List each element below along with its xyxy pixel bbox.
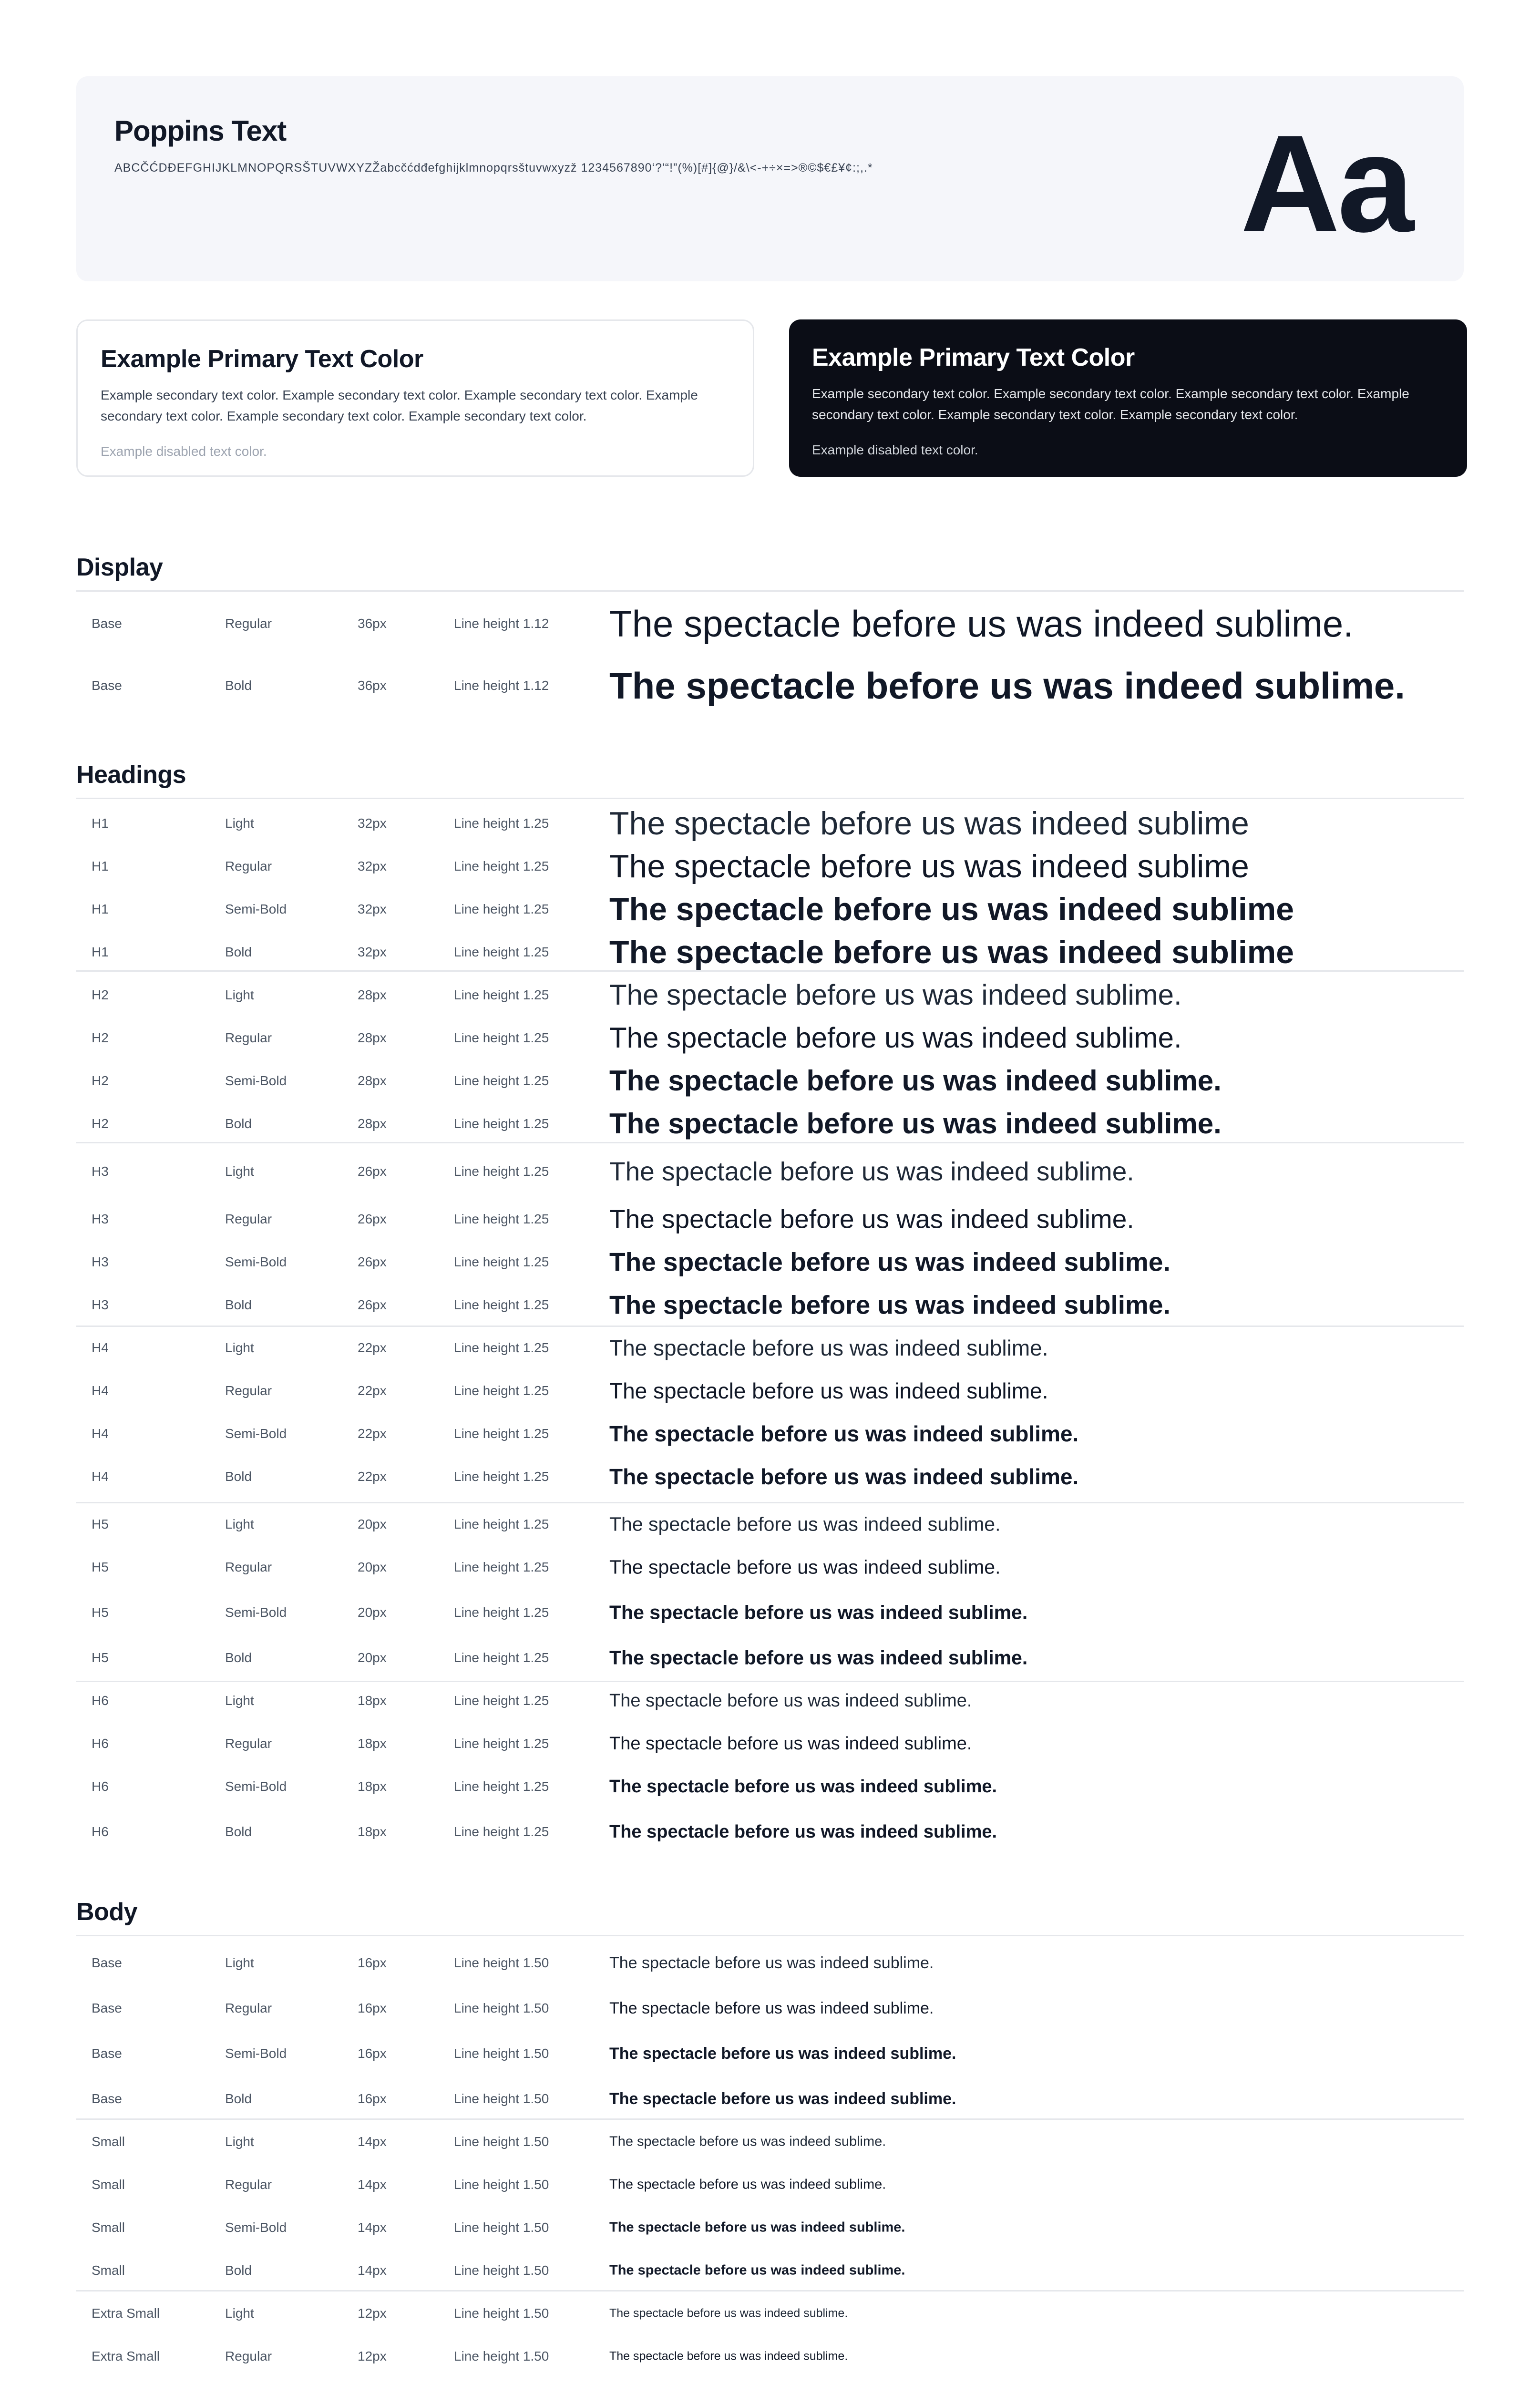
style-line-height: Line height 1.25 bbox=[454, 1779, 549, 1794]
style-weight: Light bbox=[225, 2306, 254, 2321]
style-name: H5 bbox=[92, 1560, 109, 1574]
style-weight: Bold bbox=[225, 678, 252, 693]
style-weight: Regular bbox=[225, 1736, 272, 1751]
style-name: Extra Small bbox=[92, 2306, 160, 2321]
disabled-text-example: Example disabled text color. bbox=[101, 444, 267, 459]
style-name: Small bbox=[92, 2220, 125, 2235]
section-title-body: Body bbox=[76, 1898, 137, 1926]
style-weight: Semi-Bold bbox=[225, 1254, 287, 1269]
style-weight: Regular bbox=[225, 2177, 272, 2192]
sample-glyphs: Aa bbox=[1240, 106, 1411, 261]
style-weight: Light bbox=[225, 1693, 254, 1708]
sample-text: The spectacle before us was indeed sublime. bbox=[609, 1336, 1048, 1360]
secondary-text-example: Example secondary text color. Example secondary text color. Example secondary text color. Example secondary text color. Example secondary text color. Example secondary text color. bbox=[812, 386, 1409, 422]
style-line-height: Line height 1.50 bbox=[454, 2220, 549, 2235]
style-size: 32px bbox=[358, 945, 387, 959]
sample-text: The spectacle before us was indeed sublime. bbox=[609, 603, 1354, 645]
sample-text: The spectacle before us was indeed sublime. bbox=[609, 1691, 972, 1711]
style-weight: Semi-Bold bbox=[225, 1426, 287, 1441]
style-line-height: Line height 1.25 bbox=[454, 945, 549, 959]
style-size: 26px bbox=[358, 1254, 387, 1269]
section-divider bbox=[76, 2118, 1464, 2120]
style-size: 14px bbox=[358, 2220, 387, 2235]
style-size: 22px bbox=[358, 1383, 387, 1398]
style-name: Small bbox=[92, 2263, 125, 2278]
style-name: H6 bbox=[92, 1693, 109, 1708]
style-name: H1 bbox=[92, 859, 109, 873]
dark-text-color-card bbox=[789, 319, 1467, 477]
style-line-height: Line height 1.25 bbox=[454, 1073, 549, 1088]
sample-text: The spectacle before us was indeed sublime. bbox=[609, 2134, 886, 2149]
style-line-height: Line height 1.12 bbox=[454, 678, 549, 693]
style-size: 20px bbox=[358, 1650, 387, 1665]
style-line-height: Line height 1.50 bbox=[454, 2001, 549, 2015]
style-line-height: Line height 1.25 bbox=[454, 902, 549, 916]
style-name: H3 bbox=[92, 1297, 109, 1312]
style-size: 36px bbox=[358, 678, 387, 693]
style-size: 14px bbox=[358, 2177, 387, 2192]
style-line-height: Line height 1.50 bbox=[454, 1955, 549, 1970]
style-weight: Bold bbox=[225, 945, 252, 959]
style-weight: Regular bbox=[225, 2001, 272, 2015]
style-size: 26px bbox=[358, 1164, 387, 1179]
style-size: 22px bbox=[358, 1340, 387, 1355]
style-name: H4 bbox=[92, 1340, 109, 1355]
style-line-height: Line height 1.25 bbox=[454, 1736, 549, 1751]
section-divider bbox=[76, 590, 1464, 592]
character-set: ABCČĆDĐEFGHIJKLMNOPQRSŠTUVWXYZŽabcčćdđefghijklmnopqrsštuvwxyzž 1234567890‘?'“!”(%)[#]{@}/&\<-+÷×=>®©$€£¥¢:;,.* bbox=[114, 161, 873, 175]
style-size: 26px bbox=[358, 1297, 387, 1312]
style-weight: Regular bbox=[225, 1030, 272, 1045]
sample-text: The spectacle before us was indeed sublime. bbox=[609, 1204, 1134, 1234]
style-line-height: Line height 1.25 bbox=[454, 1254, 549, 1269]
sample-text: The spectacle before us was indeed sublime. bbox=[609, 1156, 1134, 1186]
style-weight: Semi-Bold bbox=[225, 902, 287, 916]
style-weight: Regular bbox=[225, 859, 272, 873]
style-weight: Bold bbox=[225, 1116, 252, 1131]
style-size: 28px bbox=[358, 1030, 387, 1045]
style-weight: Light bbox=[225, 987, 254, 1002]
style-name: Extra Small bbox=[92, 2349, 160, 2363]
style-weight: Regular bbox=[225, 616, 272, 631]
style-name: H1 bbox=[92, 902, 109, 916]
sample-text: The spectacle before us was indeed sublime. bbox=[609, 2306, 848, 2320]
primary-text-example: Example Primary Text Color bbox=[812, 344, 1135, 371]
style-weight: Semi-Bold bbox=[225, 2220, 287, 2235]
style-size: 32px bbox=[358, 816, 387, 831]
style-name: Small bbox=[92, 2134, 125, 2149]
style-line-height: Line height 1.25 bbox=[454, 1650, 549, 1665]
section-divider bbox=[76, 2290, 1464, 2292]
style-name: H3 bbox=[92, 1164, 109, 1179]
style-line-height: Line height 1.25 bbox=[454, 1426, 549, 1441]
disabled-text-example: Example disabled text color. bbox=[812, 442, 978, 457]
style-weight: Light bbox=[225, 1955, 254, 1970]
style-size: 18px bbox=[358, 1824, 387, 1839]
style-weight: Semi-Bold bbox=[225, 1605, 287, 1620]
style-size: 14px bbox=[358, 2134, 387, 2149]
style-size: 32px bbox=[358, 902, 387, 916]
style-weight: Bold bbox=[225, 2263, 252, 2278]
sample-text: The spectacle before us was indeed sublime bbox=[609, 891, 1294, 927]
style-weight: Light bbox=[225, 1340, 254, 1355]
style-line-height: Line height 1.25 bbox=[454, 1517, 549, 1531]
section-divider bbox=[76, 1935, 1464, 1936]
style-line-height: Line height 1.25 bbox=[454, 816, 549, 831]
style-name: H1 bbox=[92, 816, 109, 831]
sample-text: The spectacle before us was indeed sublime. bbox=[609, 1421, 1079, 1446]
secondary-text-example: Example secondary text color. Example secondary text color. Example secondary text color. Example secondary text color. Example secondary text color. Example secondary text color. bbox=[101, 388, 698, 423]
style-weight: Bold bbox=[225, 1824, 252, 1839]
sample-text: The spectacle before us was indeed sublime bbox=[609, 848, 1249, 884]
style-size: 36px bbox=[358, 616, 387, 631]
style-line-height: Line height 1.25 bbox=[454, 1560, 549, 1574]
sample-text: The spectacle before us was indeed sublime. bbox=[609, 1108, 1222, 1140]
style-size: 22px bbox=[358, 1469, 387, 1484]
style-weight: Regular bbox=[225, 1383, 272, 1398]
sample-text: The spectacle before us was indeed sublime. bbox=[609, 1822, 997, 1842]
style-name: H2 bbox=[92, 1116, 109, 1131]
style-weight: Bold bbox=[225, 1297, 252, 1312]
style-size: 18px bbox=[358, 1779, 387, 1794]
section-divider bbox=[76, 1326, 1464, 1327]
style-weight: Light bbox=[225, 1164, 254, 1179]
sample-text: The spectacle before us was indeed sublime. bbox=[609, 2262, 905, 2278]
style-weight: Semi-Bold bbox=[225, 1779, 287, 1794]
style-name: H4 bbox=[92, 1383, 109, 1398]
style-weight: Bold bbox=[225, 1469, 252, 1484]
section-divider bbox=[76, 1681, 1464, 1682]
style-size: 28px bbox=[358, 987, 387, 1002]
style-weight: Regular bbox=[225, 1212, 272, 1226]
style-name: H6 bbox=[92, 1779, 109, 1794]
style-size: 26px bbox=[358, 1212, 387, 1226]
style-name: H3 bbox=[92, 1212, 109, 1226]
style-line-height: Line height 1.25 bbox=[454, 1340, 549, 1355]
style-size: 12px bbox=[358, 2349, 387, 2363]
font-family-title: Poppins Text bbox=[114, 115, 287, 147]
style-line-height: Line height 1.50 bbox=[454, 2306, 549, 2321]
style-line-height: Line height 1.25 bbox=[454, 1469, 549, 1484]
style-name: H1 bbox=[92, 945, 109, 959]
style-name: Base bbox=[92, 2091, 122, 2106]
sample-text: The spectacle before us was indeed sublime. bbox=[609, 1601, 1028, 1624]
style-line-height: Line height 1.25 bbox=[454, 1824, 549, 1839]
sample-text: The spectacle before us was indeed sublime bbox=[609, 805, 1249, 842]
section-title-display: Display bbox=[76, 554, 163, 581]
style-size: 20px bbox=[358, 1560, 387, 1574]
style-size: 32px bbox=[358, 859, 387, 873]
style-line-height: Line height 1.50 bbox=[454, 2091, 549, 2106]
style-name: H3 bbox=[92, 1254, 109, 1269]
sample-text: The spectacle before us was indeed sublime. bbox=[609, 1378, 1048, 1403]
style-size: 18px bbox=[358, 1693, 387, 1708]
section-divider bbox=[76, 970, 1464, 972]
style-weight: Regular bbox=[225, 2349, 272, 2363]
sample-text: The spectacle before us was indeed sublime. bbox=[609, 1777, 997, 1797]
style-line-height: Line height 1.25 bbox=[454, 859, 549, 873]
style-name: H5 bbox=[92, 1517, 109, 1531]
style-line-height: Line height 1.25 bbox=[454, 987, 549, 1002]
style-line-height: Line height 1.50 bbox=[454, 2263, 549, 2278]
style-weight: Regular bbox=[225, 1560, 272, 1574]
primary-text-example: Example Primary Text Color bbox=[101, 345, 423, 373]
style-name: H4 bbox=[92, 1426, 109, 1441]
sample-text: The spectacle before us was indeed sublime. bbox=[609, 2220, 905, 2235]
style-weight: Light bbox=[225, 2134, 254, 2149]
style-size: 20px bbox=[358, 1517, 387, 1531]
style-name: H2 bbox=[92, 1073, 109, 1088]
style-line-height: Line height 1.50 bbox=[454, 2134, 549, 2149]
sample-text: The spectacle before us was indeed sublime. bbox=[609, 1065, 1222, 1097]
sample-text: The spectacle before us was indeed sublime. bbox=[609, 1556, 1001, 1578]
style-weight: Semi-Bold bbox=[225, 1073, 287, 1088]
sample-text: The spectacle before us was indeed sublime. bbox=[609, 2177, 886, 2192]
style-name: Base bbox=[92, 2001, 122, 2015]
style-line-height: Line height 1.25 bbox=[454, 1212, 549, 1226]
sample-text: The spectacle before us was indeed sublime. bbox=[609, 1022, 1182, 1054]
light-text-color-card bbox=[76, 319, 754, 477]
style-size: 14px bbox=[358, 2263, 387, 2278]
style-name: Small bbox=[92, 2177, 125, 2192]
sample-text: The spectacle before us was indeed sublime. bbox=[609, 1513, 1001, 1535]
style-size: 28px bbox=[358, 1116, 387, 1131]
style-line-height: Line height 1.25 bbox=[454, 1383, 549, 1398]
sample-text: The spectacle before us was indeed sublime. bbox=[609, 979, 1182, 1011]
style-name: H5 bbox=[92, 1650, 109, 1665]
style-name: H5 bbox=[92, 1605, 109, 1620]
style-name: Base bbox=[92, 616, 122, 631]
font-hero-card bbox=[76, 76, 1464, 281]
style-size: 16px bbox=[358, 2046, 387, 2061]
style-weight: Bold bbox=[225, 1650, 252, 1665]
section-divider bbox=[76, 798, 1464, 799]
style-name: H6 bbox=[92, 1736, 109, 1751]
style-size: 16px bbox=[358, 2091, 387, 2106]
sample-text: The spectacle before us was indeed sublime. bbox=[609, 1999, 934, 2017]
style-size: 22px bbox=[358, 1426, 387, 1441]
style-size: 18px bbox=[358, 1736, 387, 1751]
style-line-height: Line height 1.50 bbox=[454, 2177, 549, 2192]
style-name: Base bbox=[92, 2046, 122, 2061]
style-line-height: Line height 1.25 bbox=[454, 1693, 549, 1708]
section-title-headings: Headings bbox=[76, 761, 186, 789]
sample-text: The spectacle before us was indeed sublime bbox=[609, 934, 1294, 970]
sample-text: The spectacle before us was indeed sublime. bbox=[609, 2090, 956, 2108]
style-line-height: Line height 1.12 bbox=[454, 616, 549, 631]
style-line-height: Line height 1.25 bbox=[454, 1116, 549, 1131]
style-name: H4 bbox=[92, 1469, 109, 1484]
sample-text: The spectacle before us was indeed sublime. bbox=[609, 1247, 1170, 1277]
style-size: 12px bbox=[358, 2306, 387, 2321]
style-name: H2 bbox=[92, 987, 109, 1002]
style-size: 20px bbox=[358, 1605, 387, 1620]
style-name: H6 bbox=[92, 1824, 109, 1839]
sample-text: The spectacle before us was indeed sublime. bbox=[609, 1464, 1079, 1489]
style-line-height: Line height 1.25 bbox=[454, 1605, 549, 1620]
sample-text: The spectacle before us was indeed sublime. bbox=[609, 2045, 956, 2063]
sample-text: The spectacle before us was indeed sublime. bbox=[609, 2349, 848, 2363]
sample-text: The spectacle before us was indeed sublime. bbox=[609, 1646, 1028, 1669]
sample-text: The spectacle before us was indeed sublime. bbox=[609, 1734, 972, 1754]
style-line-height: Line height 1.25 bbox=[454, 1164, 549, 1179]
style-line-height: Line height 1.25 bbox=[454, 1297, 549, 1312]
style-name: H2 bbox=[92, 1030, 109, 1045]
style-line-height: Line height 1.50 bbox=[454, 2349, 549, 2363]
style-line-height: Line height 1.50 bbox=[454, 2046, 549, 2061]
sample-text: The spectacle before us was indeed sublime. bbox=[609, 1954, 934, 1972]
style-name: Base bbox=[92, 1955, 122, 1970]
style-weight: Light bbox=[225, 1517, 254, 1531]
sample-text: The spectacle before us was indeed sublime. bbox=[609, 665, 1405, 707]
style-weight: Light bbox=[225, 816, 254, 831]
section-divider bbox=[76, 1502, 1464, 1503]
style-size: 16px bbox=[358, 1955, 387, 1970]
style-weight: Semi-Bold bbox=[225, 2046, 287, 2061]
section-divider bbox=[76, 1142, 1464, 1143]
style-size: 28px bbox=[358, 1073, 387, 1088]
sample-text: The spectacle before us was indeed sublime. bbox=[609, 1290, 1170, 1320]
style-weight: Bold bbox=[225, 2091, 252, 2106]
style-size: 16px bbox=[358, 2001, 387, 2015]
style-line-height: Line height 1.25 bbox=[454, 1030, 549, 1045]
style-name: Base bbox=[92, 678, 122, 693]
